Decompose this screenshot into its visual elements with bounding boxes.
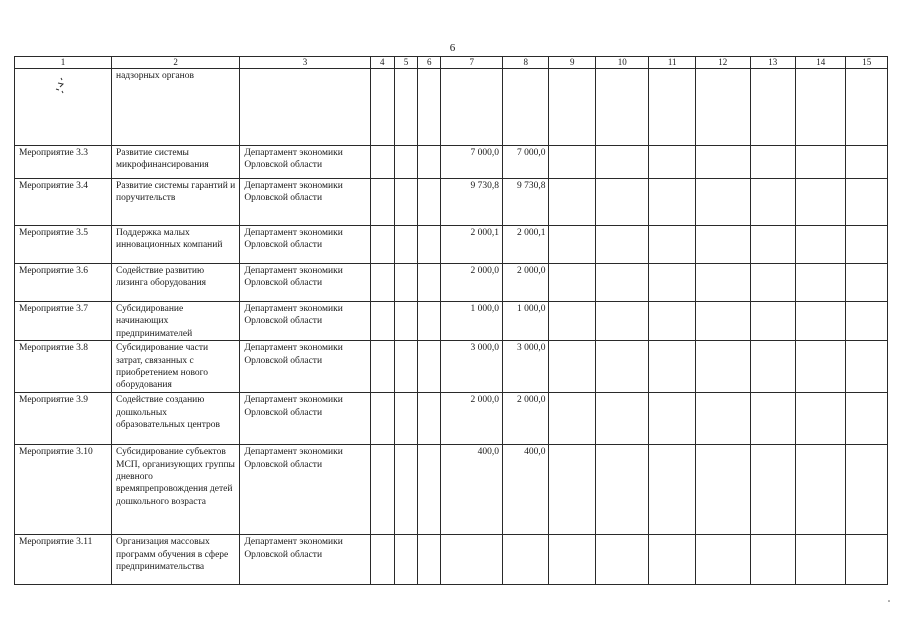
empty-cell <box>695 179 750 226</box>
amount-col8 <box>503 535 549 585</box>
empty-cell <box>394 179 417 226</box>
column-header: 4 <box>370 57 394 69</box>
empty-cell <box>418 264 441 302</box>
empty-cell <box>595 264 649 302</box>
empty-cell <box>394 393 417 445</box>
empty-cell <box>418 226 441 264</box>
event-executor: Департамент экономики Орловской области <box>240 535 370 585</box>
amount-col8: 2 000,1 <box>503 226 549 264</box>
empty-cell <box>695 341 750 393</box>
amount-col8: 400,0 <box>503 445 549 535</box>
empty-cell <box>370 69 394 146</box>
empty-cell <box>418 393 441 445</box>
empty-cell <box>418 445 441 535</box>
event-code: Мероприятие 3.7 <box>15 302 112 341</box>
empty-cell <box>370 393 394 445</box>
event-code: Мероприятие 3.8 <box>15 341 112 393</box>
column-header: 8 <box>503 57 549 69</box>
event-title: Субсидирование субъектов МСП, организующих группы дневного времяпрепровождения детей дошкольного возраста <box>112 445 240 535</box>
event-code: Мероприятие 3.9 <box>15 393 112 445</box>
empty-cell <box>370 445 394 535</box>
empty-cell <box>795 69 846 146</box>
column-header: 1 <box>15 57 112 69</box>
amount-col7 <box>441 535 503 585</box>
empty-cell <box>418 302 441 341</box>
empty-cell <box>549 302 595 341</box>
amount-col8: 7 000,0 <box>503 146 549 179</box>
table-row <box>15 146 888 179</box>
empty-cell <box>695 393 750 445</box>
header-row <box>15 57 888 69</box>
amount-col7: 9 730,8 <box>441 179 503 226</box>
empty-cell <box>795 264 846 302</box>
empty-cell <box>595 146 649 179</box>
event-code <box>15 69 112 146</box>
amount-col8: 9 730,8 <box>503 179 549 226</box>
column-header: 2 <box>112 57 240 69</box>
event-code: Мероприятие 3.5 <box>15 226 112 264</box>
empty-cell <box>649 341 695 393</box>
empty-cell <box>370 264 394 302</box>
empty-cell <box>649 302 695 341</box>
empty-cell <box>795 146 846 179</box>
empty-cell <box>750 393 795 445</box>
event-executor: Департамент экономики Орловской области <box>240 226 370 264</box>
event-executor: Департамент экономики Орловской области <box>240 341 370 393</box>
empty-cell <box>595 341 649 393</box>
event-title: надзорных органов <box>112 69 240 146</box>
empty-cell <box>549 535 595 585</box>
empty-cell <box>795 393 846 445</box>
column-header: 5 <box>394 57 417 69</box>
empty-cell <box>595 69 649 146</box>
amount-col8: 3 000,0 <box>503 341 549 393</box>
empty-cell <box>750 179 795 226</box>
empty-cell <box>846 341 888 393</box>
empty-cell <box>846 393 888 445</box>
table-row <box>15 341 888 393</box>
empty-cell <box>549 341 595 393</box>
column-header: 15 <box>846 57 888 69</box>
event-title: Содействие созданию дошкольных образовательных центров <box>112 393 240 445</box>
empty-cell <box>595 302 649 341</box>
empty-cell <box>549 393 595 445</box>
column-header: 9 <box>549 57 595 69</box>
empty-cell <box>795 535 846 585</box>
empty-cell <box>695 302 750 341</box>
empty-cell <box>795 341 846 393</box>
empty-cell <box>649 69 695 146</box>
empty-cell <box>418 179 441 226</box>
empty-cell <box>370 302 394 341</box>
empty-cell <box>549 146 595 179</box>
event-title: Поддержка малых инновационных компаний <box>112 226 240 264</box>
empty-cell <box>595 445 649 535</box>
table-row <box>15 302 888 341</box>
empty-cell <box>549 264 595 302</box>
empty-cell <box>418 69 441 146</box>
empty-cell <box>846 264 888 302</box>
amount-col7: 2 000,0 <box>441 264 503 302</box>
scan-speck-icon <box>886 598 896 608</box>
empty-cell <box>394 264 417 302</box>
empty-cell <box>846 445 888 535</box>
amount-col7: 400,0 <box>441 445 503 535</box>
event-executor: Департамент экономики Орловской области <box>240 393 370 445</box>
table-row <box>15 264 888 302</box>
column-header: 6 <box>418 57 441 69</box>
empty-cell <box>418 146 441 179</box>
empty-cell <box>549 445 595 535</box>
event-executor <box>240 69 370 146</box>
column-header: 11 <box>649 57 695 69</box>
empty-cell <box>750 69 795 146</box>
event-executor: Департамент экономики Орловской области <box>240 146 370 179</box>
amount-col7: 2 000,1 <box>441 226 503 264</box>
column-header: 13 <box>750 57 795 69</box>
event-title: Субсидирование начинающих предпринимателей <box>112 302 240 341</box>
empty-cell <box>750 264 795 302</box>
empty-cell <box>750 226 795 264</box>
amount-col7: 2 000,0 <box>441 393 503 445</box>
empty-cell <box>394 341 417 393</box>
empty-cell <box>795 445 846 535</box>
empty-cell <box>549 179 595 226</box>
empty-cell <box>795 179 846 226</box>
empty-cell <box>695 146 750 179</box>
empty-cell <box>549 69 595 146</box>
empty-cell <box>846 226 888 264</box>
empty-cell <box>846 146 888 179</box>
empty-cell <box>846 179 888 226</box>
empty-cell <box>370 226 394 264</box>
event-executor: Департамент экономики Орловской области <box>240 264 370 302</box>
empty-cell <box>595 226 649 264</box>
amount-col7: 1 000,0 <box>441 302 503 341</box>
event-title: Содействие развитию лизинга оборудования <box>112 264 240 302</box>
empty-cell <box>695 264 750 302</box>
empty-cell <box>370 179 394 226</box>
empty-cell <box>370 146 394 179</box>
amount-col8: 2 000,0 <box>503 264 549 302</box>
empty-cell <box>394 445 417 535</box>
table-row <box>15 445 888 535</box>
event-code: Мероприятие 3.4 <box>15 179 112 226</box>
event-code: Мероприятие 3.6 <box>15 264 112 302</box>
page-number: 6 <box>449 42 456 54</box>
empty-cell <box>394 302 417 341</box>
empty-cell <box>370 341 394 393</box>
empty-cell <box>370 535 394 585</box>
empty-cell <box>695 226 750 264</box>
table-row <box>15 179 888 226</box>
empty-cell <box>649 264 695 302</box>
empty-cell <box>750 341 795 393</box>
empty-cell <box>795 302 846 341</box>
empty-cell <box>846 535 888 585</box>
empty-cell <box>394 535 417 585</box>
empty-cell <box>750 146 795 179</box>
table-row <box>15 69 888 146</box>
empty-cell <box>595 179 649 226</box>
empty-cell <box>750 445 795 535</box>
empty-cell <box>846 302 888 341</box>
empty-cell <box>394 146 417 179</box>
empty-cell <box>846 69 888 146</box>
empty-cell <box>649 179 695 226</box>
event-code: Мероприятие 3.11 <box>15 535 112 585</box>
empty-cell <box>750 535 795 585</box>
empty-cell <box>649 393 695 445</box>
amount-col8: 2 000,0 <box>503 393 549 445</box>
column-header: 10 <box>595 57 649 69</box>
amount-col8: 1 000,0 <box>503 302 549 341</box>
empty-cell <box>649 226 695 264</box>
empty-cell <box>695 535 750 585</box>
empty-cell <box>750 302 795 341</box>
empty-cell <box>649 445 695 535</box>
empty-cell <box>695 69 750 146</box>
program-table <box>14 56 888 585</box>
event-title: Субсидирование части затрат, связанных с приобретением нового оборудования <box>112 341 240 393</box>
column-header: 3 <box>240 57 370 69</box>
column-header: 12 <box>695 57 750 69</box>
empty-cell <box>394 226 417 264</box>
event-title: Организация массовых программ обучения в сфере предпринимательства <box>112 535 240 585</box>
column-header: 7 <box>441 57 503 69</box>
event-executor: Департамент экономики Орловской области <box>240 179 370 226</box>
empty-cell <box>795 226 846 264</box>
amount-col7 <box>441 69 503 146</box>
empty-cell <box>595 535 649 585</box>
event-executor: Департамент экономики Орловской области <box>240 445 370 535</box>
amount-col7: 3 000,0 <box>441 341 503 393</box>
empty-cell <box>394 69 417 146</box>
event-code: Мероприятие 3.3 <box>15 146 112 179</box>
event-code: Мероприятие 3.10 <box>15 445 112 535</box>
table-row <box>15 226 888 264</box>
table-row <box>15 393 888 445</box>
amount-col8 <box>503 69 549 146</box>
event-title: Развитие системы гарантий и поручительств <box>112 179 240 226</box>
table-row <box>15 535 888 585</box>
empty-cell <box>595 393 649 445</box>
empty-cell <box>649 146 695 179</box>
amount-col7: 7 000,0 <box>441 146 503 179</box>
empty-cell <box>418 341 441 393</box>
empty-cell <box>695 445 750 535</box>
empty-cell <box>549 226 595 264</box>
empty-cell <box>418 535 441 585</box>
event-executor: Департамент экономики Орловской области <box>240 302 370 341</box>
event-title: Развитие системы микрофинансирования <box>112 146 240 179</box>
empty-cell <box>649 535 695 585</box>
column-header: 14 <box>795 57 846 69</box>
